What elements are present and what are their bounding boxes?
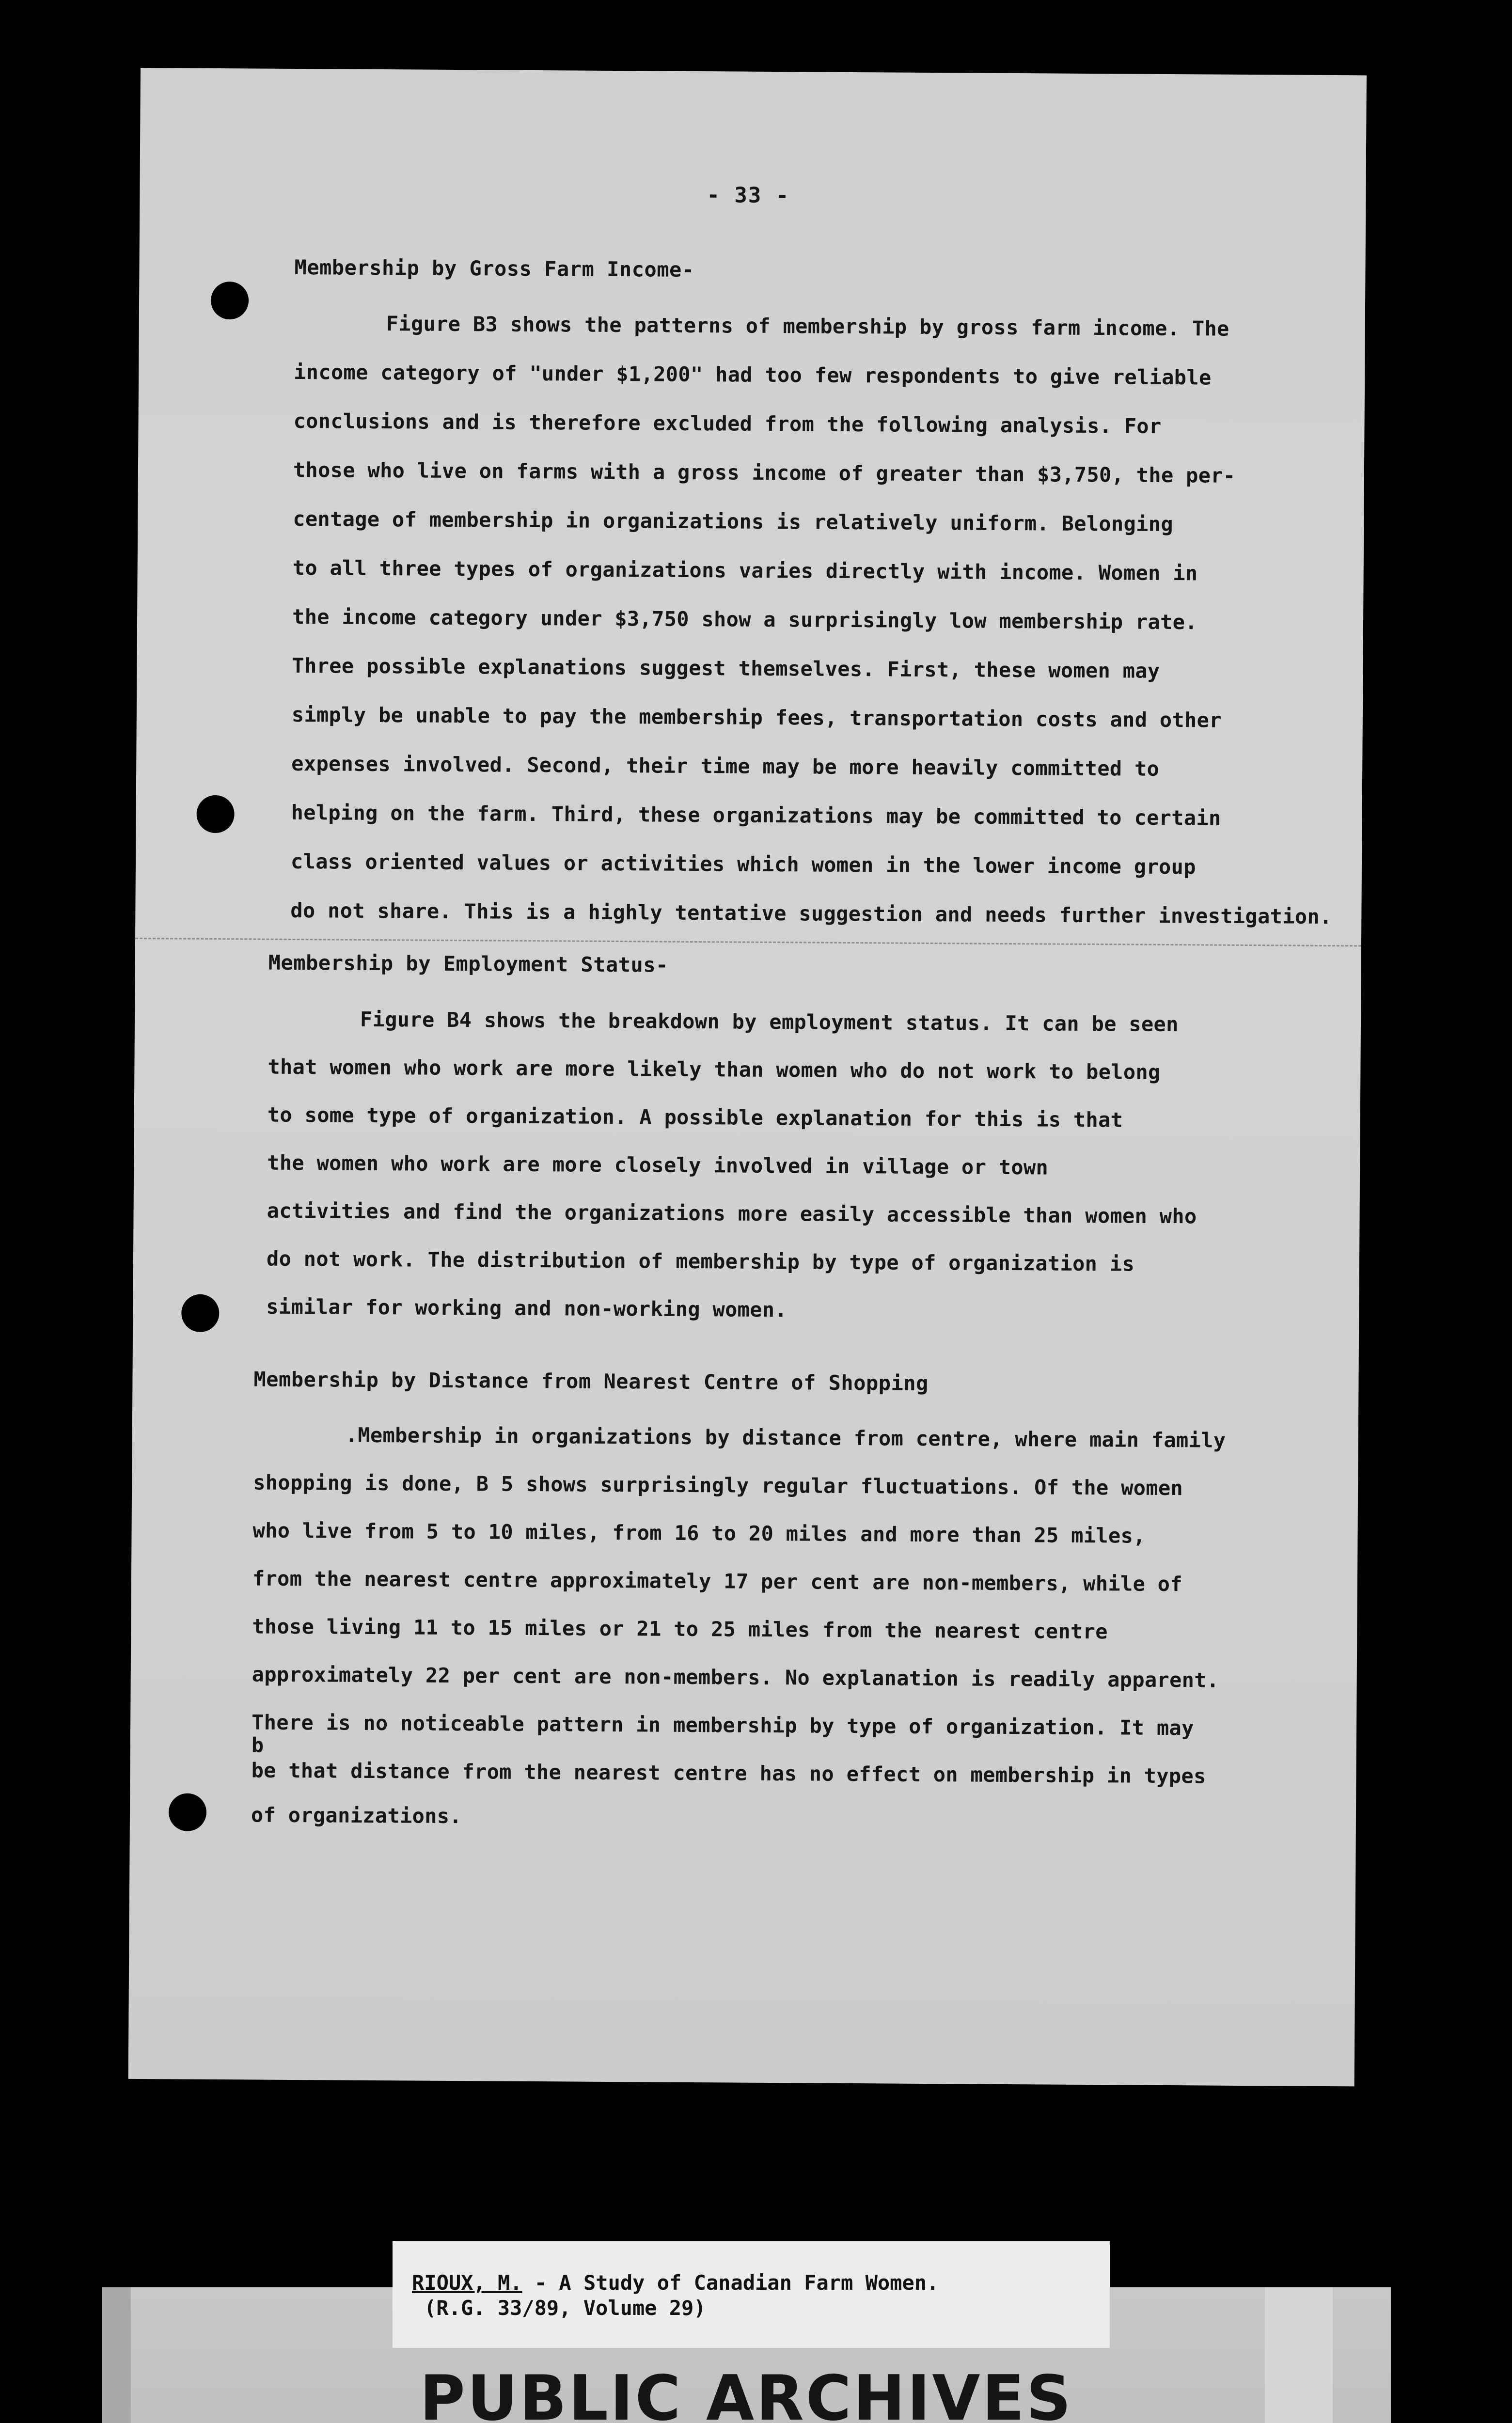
text-line: class oriented values or activities which women in the lower income group [290, 849, 1196, 879]
text-line: similar for working and non-working women. [266, 1294, 788, 1322]
section-heading: Membership by Gross Farm Income- [294, 255, 694, 282]
text-line: There is no noticeable pattern in membership by type of organization. It may [252, 1710, 1194, 1740]
text-line: the income category under $3,750 show a surprisingly low membership rate. [292, 604, 1197, 634]
text-line: helping on the farm. Third, these organizations may be committed to certain [291, 800, 1221, 830]
text-line: from the nearest centre approximately 17 per cent are non-members, while of [252, 1566, 1183, 1596]
text-line: b [251, 1733, 264, 1757]
section-paragraph [290, 299, 1389, 942]
text-line: Figure B4 shows the breakdown by employment status. It can be seen [360, 1007, 1179, 1037]
text-line: centage of membership in organizations is relatively uniform. Belonging [293, 506, 1174, 536]
punch-hole [211, 282, 249, 319]
reference-label [393, 2241, 1110, 2348]
section-heading: Membership by Employment Status- [268, 950, 669, 977]
text-line: simply be unable to pay the membership fees, transportation costs and other [291, 702, 1222, 732]
text-line: do not work. The distribution of membership by type of organization is [266, 1246, 1135, 1276]
reference-author: RIOUX, M. [412, 2271, 522, 2295]
section-employment-status [266, 951, 1364, 1337]
text-line: approximately 22 per cent are non-members. No explanation is readily apparent. [252, 1662, 1219, 1692]
page-number: - 33 - [707, 183, 790, 208]
text-line: be that distance from the nearest centre has no effect on membership in types [251, 1758, 1206, 1788]
text-line: to all three types of organizations varies directly with income. Women in [292, 555, 1198, 585]
text-line: those living 11 to 15 miles or 21 to 25 miles from the nearest centre [252, 1614, 1108, 1644]
text-line: that women who work are more likely than women who do not work to belong [268, 1054, 1161, 1084]
punch-hole [181, 1294, 219, 1332]
text-line: .Membership in organizations by distance from centre, where main family [345, 1423, 1226, 1452]
reference-volume: (R.G. 33/89, Volume 29) [424, 2296, 706, 2320]
reference-line-1 [412, 2270, 1110, 2296]
punch-hole [196, 795, 234, 833]
text-line: do not share. This is a highly tentative suggestion and needs further investigation. [290, 898, 1332, 929]
punch-hole [169, 1793, 206, 1831]
section-gross-farm-income [290, 255, 1390, 942]
text-line: activities and find the organizations more easily accessible than women who [267, 1198, 1197, 1228]
text-line: shopping is done, B 5 shows surprisingly regular fluctuations. Of the women [253, 1470, 1183, 1500]
section-distance-shopping [251, 1367, 1349, 1845]
text-line: conclusions and is therefore excluded from the following analysis. For [293, 409, 1162, 438]
text-line: the women who work are more closely involved in village or town [267, 1150, 1049, 1180]
text-line: income category of "under $1,200" had too few respondents to give reliable [294, 360, 1212, 390]
text-line: to some type of organization. A possible explanation for this is that [267, 1102, 1123, 1132]
text-line: Three possible explanations suggest themselves. First, these women may [292, 653, 1160, 683]
text-line: Figure B3 shows the patterns of membership by gross farm income. The [386, 312, 1229, 341]
section-heading: Membership by Distance from Nearest Centre of Shopping [253, 1367, 929, 1395]
document-page [128, 68, 1367, 2086]
archive-card [102, 2271, 1391, 2423]
text-line: who live from 5 to 10 miles, from 16 to 20 miles and more than 25 miles, [252, 1518, 1146, 1548]
section-paragraph [251, 1410, 1349, 1845]
text-line: those who live on farms with a gross income of greater than $3,750, the per- [293, 457, 1236, 488]
reference-title: - A Study of Canadian Farm Women. [522, 2271, 939, 2295]
archive-title-english: PUBLIC ARCHIVES [420, 2362, 1073, 2423]
text-line: expenses involved. Second, their time may be more heavily committed to [291, 751, 1160, 781]
section-paragraph [266, 995, 1363, 1337]
text-line: of organizations. [251, 1803, 462, 1828]
